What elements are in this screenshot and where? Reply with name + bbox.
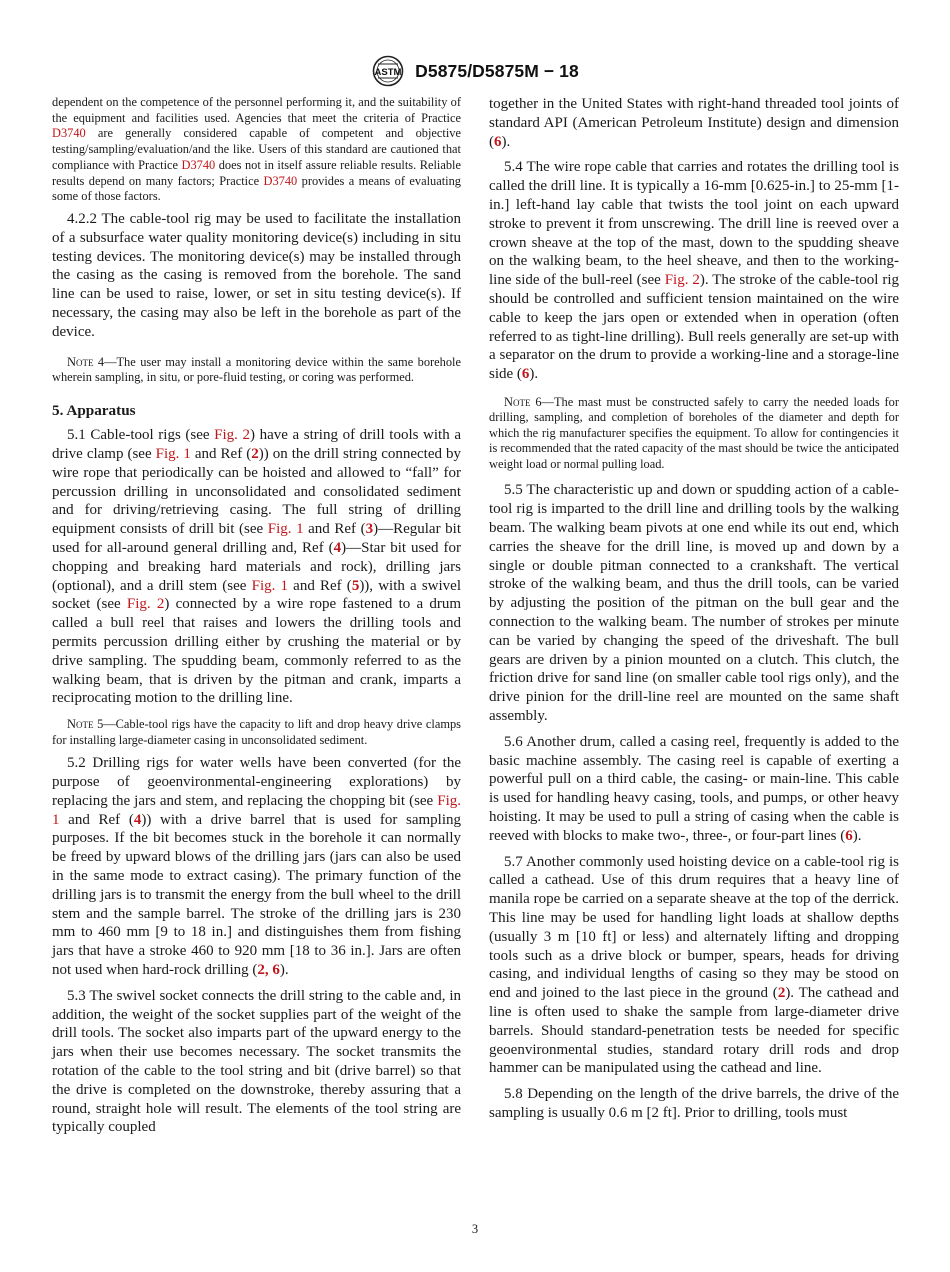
ref-6[interactable]: 6 — [521, 366, 530, 383]
paragraph-5-7: 5.7 Another commonly used hoisting device on a cable-tool rig is called a cathead. Use of this drum requires that a heavy line of manila rope be carried on a separate sheave at the top of the derrick. This line may be used for handling light loads at shallow depths (usually 3 m [10 ft] or less) and alternately lifting and dropping tools such as a drive block or bumper, spears, heads for driving casing, and individual lengths of casing so they may be stood on end and joined to the last piece in the ground (2). The cathead and line is often used to shake the sample from large-diameter drive barrels. Should standard-penetration tests be needed for specific geoenvironmental studies, standard rotary drill rods and drop hammer can be manipulated using the cathead and line. — [489, 853, 899, 1077]
link-fig-2[interactable]: Fig. 2 — [126, 596, 165, 613]
link-fig-1[interactable]: Fig. 1 — [267, 521, 304, 538]
paragraph-5-3: 5.3 The swivel socket connects the drill string to the cable and, in addition, the weight of the socket supplies part of the weight of the drill tools. The socket also imparts part of the upward energy to the jars when their use becomes necessary. The socket transmits the rotation of the cable to the tool string and bit (drive barrel) so that the drive is completed on the downstroke, thereby assuring that a round, straight hole will result. The elements of the tool string are typically coupled — [52, 987, 461, 1136]
left-column — [52, 95, 461, 1137]
page-header — [0, 54, 950, 88]
link-fig-1[interactable]: Fig. 1 — [251, 577, 289, 594]
page-number: 3 — [471, 1222, 479, 1236]
link-fig-2[interactable]: Fig. 2 — [664, 272, 700, 289]
paragraph-continuation: together in the United States with right-hand threaded tool joints of standard API (American Petroleum Institute) design and dimension (6). — [489, 96, 899, 150]
link-d3740[interactable]: D3740 — [52, 126, 86, 141]
link-fig-2[interactable]: Fig. 2 — [214, 427, 251, 444]
paragraph-5-4: 5.4 The wire rope cable that carries and rotates the drilling tool is called the drill line. It is typically a 16-mm [0.625-in.] to 25-mm [1-in.] left-hand lay cable that twists the tool joint on each upward stroke to prevent it from unscrewing. The drill line is reeved over a crown sheave at the top of the mast, down to the spudding sheave on the walking beam, to the heel sheave, and then to the working-line side of the bull-reel (see Fig. 2). The stroke of the cable-tool rig should be controlled and sufficient tension maintained on the wire cable to keep the jars open or extended when in operation (often referred to as tight-line drilling). Bull reels generally are set-up with a separator on the drum to provide a working-line and a storage-line side (6). — [489, 159, 900, 383]
paragraph-continuation: dependent on the competence of the personnel performing it, and the suitability of the equipment and facilities used. Agencies that meet the criteria of Practice D3740 are generally considered capable of competent and objective testing/sampling/evaluation/and the like. Users of this standard are cautioned that compliance with Practice D3740 does not in itself assure reliable results. Reliable results depend on many factors; Practice D3740 provides a means of evaluating some of those factors. — [52, 95, 461, 204]
paragraph-4-2-2: 4.2.2 The cable-tool rig may be used to facilitate the installation of a subsurface water quality monitoring device(s) including in situ testing devices. The monitoring device(s) may be installed through the casing as the casing is removed from the borehole. The sand line can be used to raise, lower, or set in situ testing device(s). If necessary, the casing may also be left in the borehole as part of the device. — [52, 210, 461, 340]
section-heading-apparatus: 5. Apparatus — [52, 401, 136, 419]
link-d3740[interactable]: D3740 — [263, 173, 298, 188]
astm-logo-icon — [371, 55, 405, 87]
svg-text:ASTM: ASTM — [374, 67, 402, 78]
ref-6[interactable]: 6 — [494, 133, 502, 150]
paragraph-5-5: 5.5 The characteristic up and down or spudding action of a cable-tool rig is imparted to the drill line and drilling tools by the walking beam. The walking beam pivots at one end while its out end, which carries the sheave for the drill line, is moved up and down by a single or double pitman connected to a crankshaft. The vertical stroke of the walking beam, and thus the drill tools, can be varied by adjusting the position of the pitman on the bull gear and the connection to the walking beam. The number of strokes per minute can be varied by changing the speed of the driveshaft. The bull gears are driven by a pinion mounted on a clutch. This clutch, the friction drive for sand line (on smaller cable tool rigs only), and the drive pinion for the drill-line reel are mounted on the same shaft assembly. — [489, 482, 899, 725]
document-designation: D5875/D5875M − 18 — [415, 60, 579, 81]
paragraph-5-8: 5.8 Depending on the length of the drive barrels, the drive of the sampling is usually 0.6 m [2 ft]. Prior to drilling, tools must — [489, 1086, 899, 1121]
note-4: Note 4—The user may install a monitoring device within the same borehole wherein sampling, in situ, or pore-fluid testing, or coring was performed. — [52, 354, 461, 384]
paragraph-5-2: 5.2 Drilling rigs for water wells have been converted (for the purpose of geoenvironmental-engineering explorations) by replacing the jars and stem, and replacing the chopping bit (see Fig. 1 and Ref (4)) with a drive barrel that is used for sampling purposes. If the bit becomes stuck in the borehole it can normally be freed by upward blows of the drilling jars (jars can also be used in the same mode to extract casing). The primary function of the drilling jars is to transmit the energy from the bull wheel to the drill stem and the sample barrel. The stroke of the drilling jars is 230 mm to 460 mm [9 to 18 in.] and distinguishes them from fishing jars that have a stroke 460 to 920 mm [18 to 36 in.]. Jars are often not used when hard-rock drilling (2, 6). — [52, 755, 462, 979]
ref-4[interactable]: 4 — [133, 811, 142, 828]
note-5: Note 5—Cable-tool rigs have the capacity to lift and drop heavy drive clamps for installing large-diameter casing in unconsolidated sediment. — [52, 717, 461, 747]
paragraph-5-6: 5.6 Another drum, called a casing reel, frequently is added to the basic machine assembly. The casing reel is capable of exerting a powerful pull on a third cable, the casing- or main-line. This cable is used for handling heavy casing, tools, and pumps, or other heavy hoisting. It may be used to pull a string of casing when the cable is reeved with blocks to make two-, three-, or four-part lines (6). — [489, 733, 899, 844]
link-fig-1[interactable]: Fig. 1 — [52, 792, 461, 828]
ref-3[interactable]: 3 — [365, 521, 374, 538]
ref-2-6[interactable]: 2, 6 — [257, 962, 280, 979]
ref-2[interactable]: 2 — [777, 985, 786, 1002]
link-fig-1[interactable]: Fig. 1 — [155, 446, 191, 463]
link-d3740[interactable]: D3740 — [181, 157, 216, 172]
paragraph-5-1: 5.1 Cable-tool rigs (see Fig. 2) have a string of drill tools with a drive clamp (see Fig. 1 and Ref (2)) on the drill string connected by wire rope that periodically can be hoisted and allowed to “fall” for percussion drilling in unconsolidated and consolidated sediment and for driving/retrieving casing. The full string of drilling equipment consists of drill bit (see Fig. 1 and Ref (3)—Regular bit used for all-around general drilling and, Ref (4)—Star bit used for chopping and breaking hard materials and rock), drilling jars (optional), and a drill stem (see Fig. 1 and Ref (5)), with a swivel socket (see Fig. 2) connected by a wire rope fastened to a drum called a bull reel that raises and lowers the drilling tools and permits percussion drilling either by crushing the material or by drive sampling. The spudding beam, commonly referred to as the walking beam, that is driven by the pitman and crank, imparts a reciprocating motion to the drilling line. — [52, 427, 462, 707]
ref-4[interactable]: 4 — [333, 540, 342, 557]
ref-2[interactable]: 2 — [251, 446, 259, 463]
right-column — [489, 95, 899, 1123]
note-6: Note 6—The mast must be constructed safely to carry the needed loads for drilling, sampling, and completion of boreholes of the diameter and depth for which the rig manufacturer specifies the equipment. To allow for contingencies it is recommended that the rated capacity of the mast should be twice the anticipated weight load or normal pulling load. — [489, 394, 899, 471]
ref-6[interactable]: 6 — [845, 827, 853, 844]
ref-5[interactable]: 5 — [351, 577, 360, 594]
